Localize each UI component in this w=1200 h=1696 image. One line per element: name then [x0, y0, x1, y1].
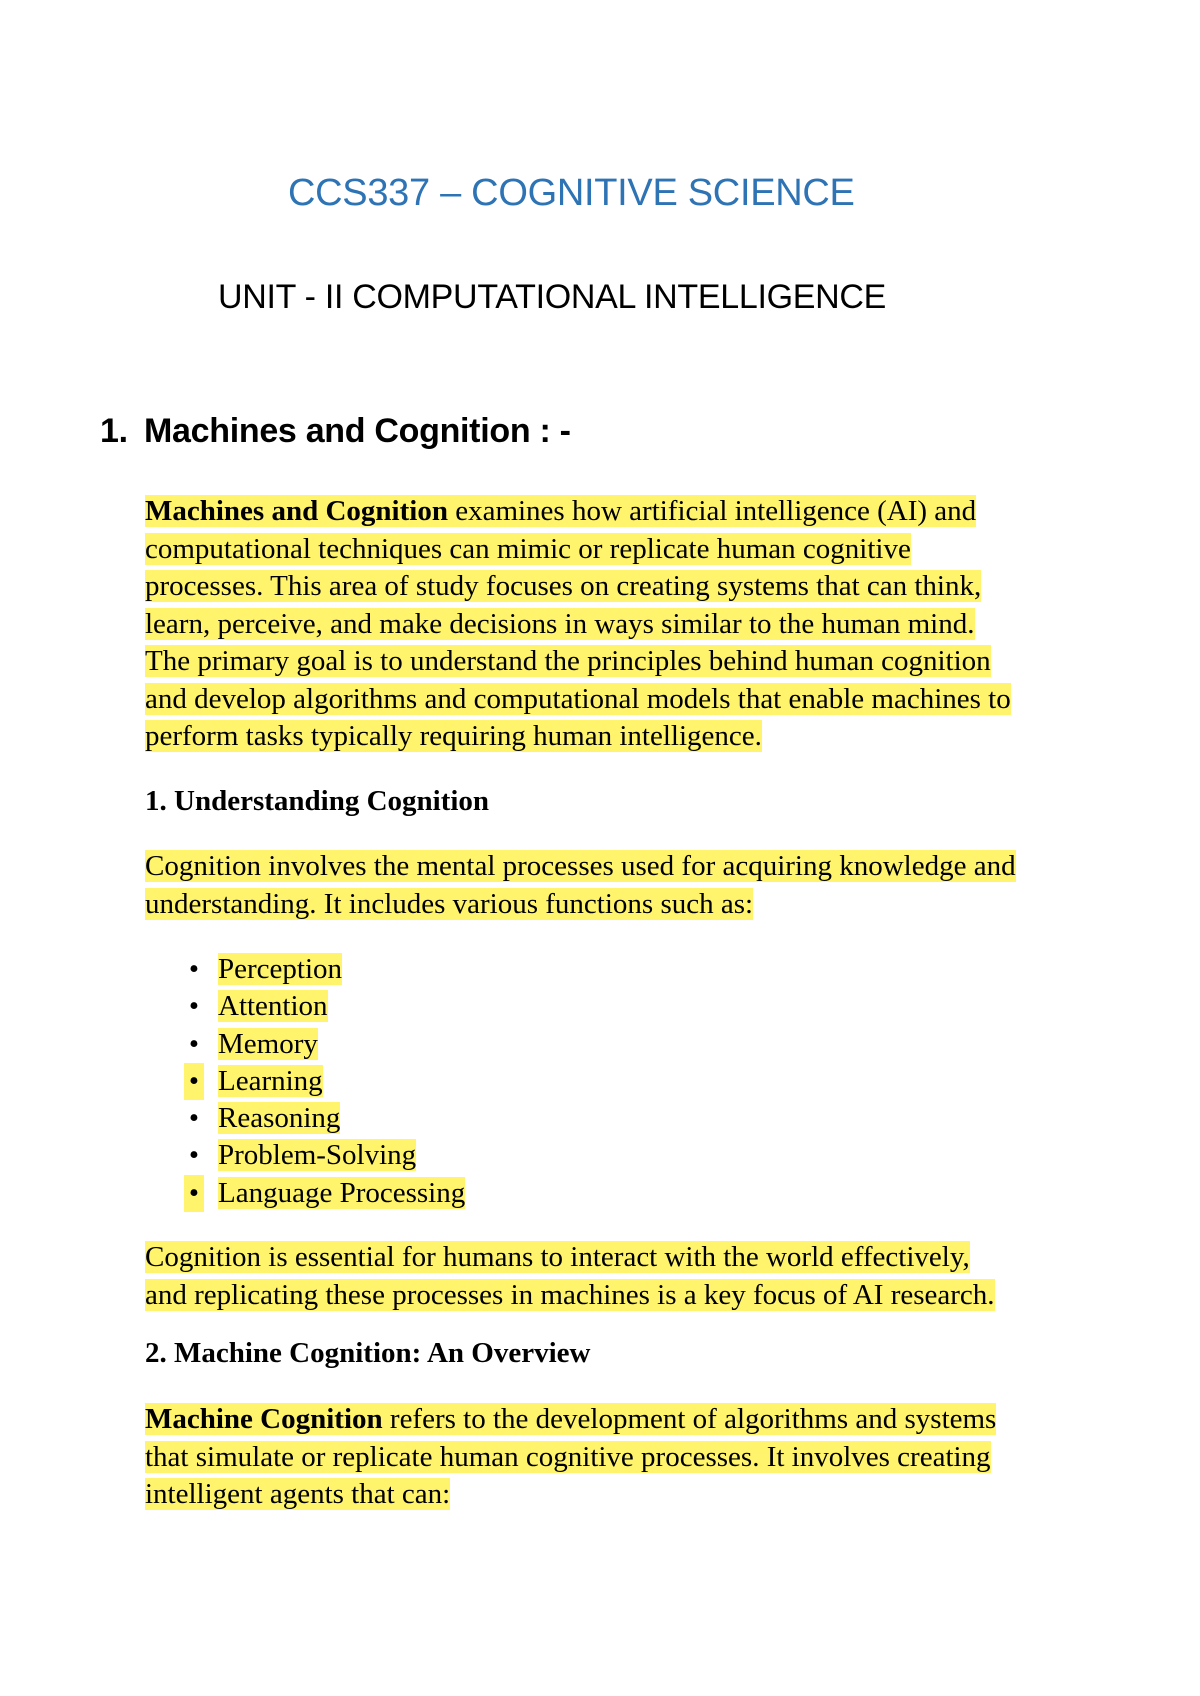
subheading-machine-cognition: 2. Machine Cognition: An Overview: [145, 1337, 591, 1369]
list-item: • Problem-Solving: [188, 1139, 417, 1172]
intro-lead: Machines and Cognition: [145, 495, 448, 527]
intro-paragraph: Machines and Cognition examines how artificial intelligence (AI) and computational techniques can mimic or replicate human cognitive processes. This area of study focuses on creating systems that can think, learn, perceive, and make decisions in ways similar to the human mind. The primary goal is to understand the principles behind human cognition and develop algorithms and computational models that enable machines to perform tasks typically requiring human intelligence.: [145, 495, 1011, 752]
section-title: Machines and Cognition : -: [144, 412, 571, 450]
list-item: • Language Processing: [180, 1175, 465, 1212]
list-item: • Reasoning: [188, 1102, 341, 1135]
cognition-paragraph: Cognition involves the mental processes used for acquiring knowledge and understanding. It includes various functions such as:: [145, 850, 1016, 920]
subheading-understanding-cognition: 1. Understanding Cognition: [145, 785, 490, 817]
document-title: CCS337 – COGNITIVE SCIENCE: [288, 172, 855, 214]
machine-cognition-lead: Machine Cognition: [145, 1403, 383, 1435]
cognitive-functions-list: [180, 951, 465, 1212]
essential-paragraph: Cognition is essential for humans to interact with the world effectively, and replicating these processes in machines is a key focus of AI research.: [145, 1241, 995, 1311]
machine-cognition-paragraph: Machine Cognition refers to the development of algorithms and systems that simulate or replicate human cognitive processes. It involves creating intelligent agents that can:: [145, 1403, 997, 1510]
unit-heading: UNIT - II COMPUTATIONAL INTELLIGENCE: [218, 278, 887, 316]
list-item: • Learning: [180, 1063, 465, 1100]
list-item: • Attention: [188, 990, 328, 1023]
section-heading: [100, 412, 571, 451]
list-item: • Perception: [188, 953, 343, 985]
list-item: • Memory: [188, 1027, 318, 1060]
section-number: 1.: [100, 412, 128, 450]
